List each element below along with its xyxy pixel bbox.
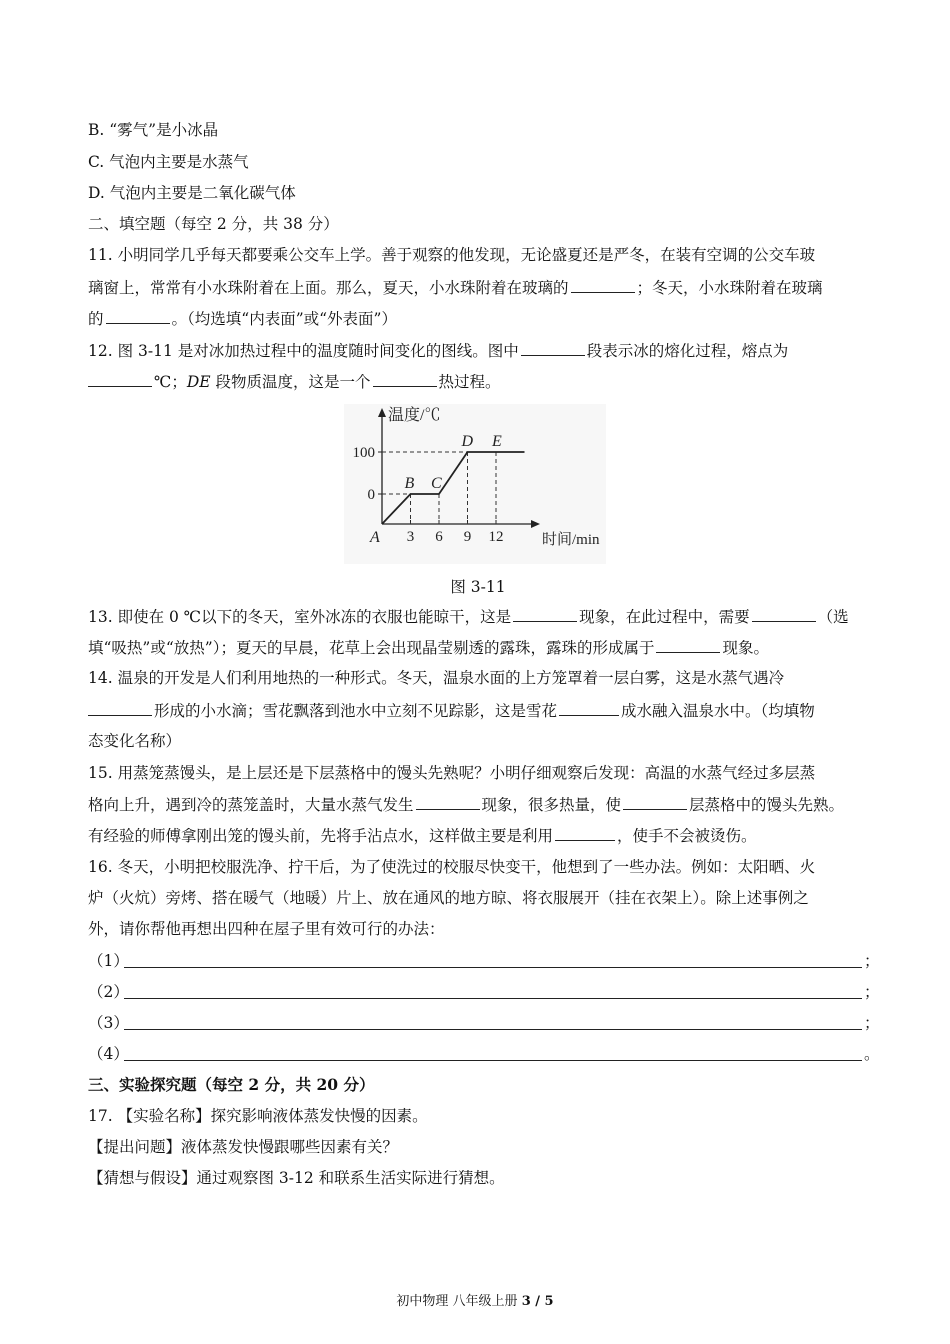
q14-blank-1[interactable] bbox=[88, 700, 152, 716]
q12-text: 热过程。 bbox=[438, 373, 501, 391]
q12-text: ℃； bbox=[154, 373, 187, 391]
q11-line1: 11. 小明同学几乎每天都要乘公交车上学。善于观察的他发现，无论盛夏还是严冬，在装有空调的公交车玻 bbox=[88, 246, 816, 264]
q13-line1 bbox=[88, 606, 868, 627]
q12-blank-1[interactable] bbox=[521, 340, 585, 356]
q16-answer-3 bbox=[88, 1013, 880, 1033]
x-tick-label: 3 bbox=[406, 529, 415, 545]
answer-end-mark: 。 bbox=[864, 1045, 880, 1063]
q15-text: 格向上升，遇到冷的蒸笼盖时，大量水蒸气发生 bbox=[88, 796, 414, 814]
q16-answer-1 bbox=[88, 951, 880, 971]
q14-line2 bbox=[88, 700, 868, 721]
temperature-time-chart bbox=[344, 404, 606, 564]
q11-line2 bbox=[88, 277, 868, 298]
q13-text: 现象。 bbox=[722, 639, 769, 657]
answer-line-2[interactable] bbox=[124, 982, 862, 999]
point-label-e: E bbox=[492, 433, 502, 450]
q17-line1: 17. 【实验名称】探究影响液体蒸发快慢的因素。 bbox=[88, 1107, 428, 1125]
q13-text: 13. 即使在 0 ℃以下的冬天，室外冰冻的衣服也能晾干，这是 bbox=[88, 608, 512, 626]
q12-text: 段表示冰的熔化过程，熔点为 bbox=[586, 342, 789, 360]
q15-blank-2[interactable] bbox=[623, 794, 687, 810]
q13-text: 现象，在此过程中，需要 bbox=[579, 608, 750, 626]
q10-option-d: D. 气泡内主要是二氧化碳气体 bbox=[88, 184, 296, 202]
page-number: 3 / 5 bbox=[521, 1294, 554, 1309]
figure-caption: 图 3-11 bbox=[450, 578, 506, 596]
q14-line1: 14. 温泉的开发是人们利用地热的一种形式。冬天，温泉水面的上方笼罩着一层白雾，这是水蒸气遇冷 bbox=[88, 669, 785, 687]
q11-line3 bbox=[88, 308, 868, 329]
q14-blank-2[interactable] bbox=[559, 700, 619, 716]
q16-line2: 炉（火炕）旁烤、搭在暖气（地暖）片上、放在通风的地方晾、将衣服展开（挂在衣架上）。除上述事例之 bbox=[88, 889, 809, 907]
q16-answer-2 bbox=[88, 982, 880, 1002]
y-axis-label: 温度/℃ bbox=[388, 407, 441, 424]
y-tick-label: 0 bbox=[367, 487, 375, 503]
q11-text: 璃窗上，常常有小水珠附着在上面。那么，夏天，小水珠附着在玻璃的 bbox=[88, 279, 569, 297]
point-label-d: D bbox=[461, 433, 474, 450]
q11-text: ；冬天，小水珠附着在玻璃 bbox=[636, 279, 823, 297]
q14-text: 成水融入温泉水中。（均填物 bbox=[621, 702, 815, 720]
x-tick-label: 6 bbox=[435, 529, 443, 545]
x-tick-label: 9 bbox=[463, 529, 472, 545]
answer-number: （2） bbox=[88, 983, 129, 1001]
answer-line-4[interactable] bbox=[124, 1044, 862, 1061]
q15-line1: 15. 用蒸笼蒸馒头，是上层还是下层蒸格中的馒头先熟呢？小明仔细观察后发现：高温的水蒸气经过多层蒸 bbox=[88, 764, 816, 782]
section3-title: 三、实验探究题（每空 2 分，共 20 分） bbox=[88, 1075, 375, 1094]
q16-line1: 16. 冬天，小明把校服洗净、拧干后，为了使洗过的校服尽快变干，他想到了一些办法。例如：太阳晒、火 bbox=[88, 858, 816, 876]
q12-text: 12. 图 3-11 是对冰加热过程中的温度随时间变化的图线。图中 bbox=[88, 342, 519, 360]
point-label-b: B bbox=[404, 475, 415, 492]
q11-blank-2[interactable] bbox=[106, 308, 170, 324]
section2-title: 二、填空题（每空 2 分，共 38 分） bbox=[88, 215, 339, 233]
q13-blank-3[interactable] bbox=[656, 637, 720, 653]
q13-line2 bbox=[88, 637, 868, 658]
q15-text: 有经验的师傅拿刚出笼的馒头前，先将手沾点水，这样做主要是利用 bbox=[88, 827, 554, 845]
q14-line3: 态变化名称） bbox=[88, 732, 182, 750]
q13-blank-1[interactable] bbox=[513, 606, 577, 622]
x-tick-label: 12 bbox=[488, 529, 504, 545]
answer-end-mark: ； bbox=[864, 952, 880, 970]
answer-number: （3） bbox=[88, 1014, 129, 1032]
q11-text: 的 bbox=[88, 310, 104, 328]
point-label-a: A bbox=[370, 529, 380, 546]
q11-text: 。（均选填“内表面”或“外表面”） bbox=[171, 310, 397, 328]
q17-line3: 【猜想与假设】通过观察图 3-12 和联系生活实际进行猜想。 bbox=[88, 1169, 505, 1187]
x-axis-label: 时间/min bbox=[542, 532, 600, 548]
q13-text: （选 bbox=[817, 608, 849, 626]
q15-text: 现象，很多热量，使 bbox=[481, 796, 622, 814]
q15-line3 bbox=[88, 825, 868, 846]
answer-number: （1） bbox=[88, 952, 129, 970]
q15-blank-1[interactable] bbox=[416, 794, 480, 810]
q11-blank-1[interactable] bbox=[571, 277, 635, 293]
q17-line2: 【提出问题】液体蒸发快慢跟哪些因素有关？ bbox=[88, 1138, 399, 1156]
q13-blank-2[interactable] bbox=[752, 606, 816, 622]
point-label-c: C bbox=[431, 475, 442, 492]
footer-text: 初中物理 八年级上册 bbox=[396, 1294, 522, 1309]
q12-segment-de: DE bbox=[186, 373, 211, 391]
q14-text: 形成的小水滴；雪花飘落到池水中立刻不见踪影，这是雪花 bbox=[154, 702, 558, 720]
q16-line3: 外，请你帮他再想出四种在屋子里有效可行的办法： bbox=[88, 920, 445, 938]
q16-answer-4 bbox=[88, 1044, 880, 1064]
answer-line-3[interactable] bbox=[124, 1013, 862, 1030]
q12-blank-2[interactable] bbox=[88, 371, 152, 387]
figure-3-11 bbox=[344, 404, 606, 564]
answer-end-mark: ； bbox=[864, 1014, 880, 1032]
y-tick-label: 100 bbox=[352, 445, 375, 461]
q10-option-c: C. 气泡内主要是水蒸气 bbox=[88, 153, 249, 171]
q15-text: ，使手不会被烫伤。 bbox=[617, 827, 757, 845]
q15-line2 bbox=[88, 794, 868, 815]
q13-text: 填“吸热”或“放热”）；夏天的早晨，花草上会出现晶莹剔透的露珠，露珠的形成属于 bbox=[88, 639, 655, 657]
answer-line-1[interactable] bbox=[124, 951, 862, 968]
page-footer bbox=[0, 1290, 950, 1309]
q10-option-b: B. “雾气”是小冰晶 bbox=[88, 121, 219, 139]
q15-blank-3[interactable] bbox=[555, 825, 615, 841]
q12-line2 bbox=[88, 371, 868, 392]
q12-text: 段物质温度，这是一个 bbox=[210, 373, 371, 391]
q15-text: 层蒸格中的馒头先熟。 bbox=[689, 796, 845, 814]
q12-line1 bbox=[88, 340, 868, 361]
answer-number: （4） bbox=[88, 1045, 129, 1063]
q12-blank-3[interactable] bbox=[373, 371, 437, 387]
answer-end-mark: ； bbox=[864, 983, 880, 1001]
